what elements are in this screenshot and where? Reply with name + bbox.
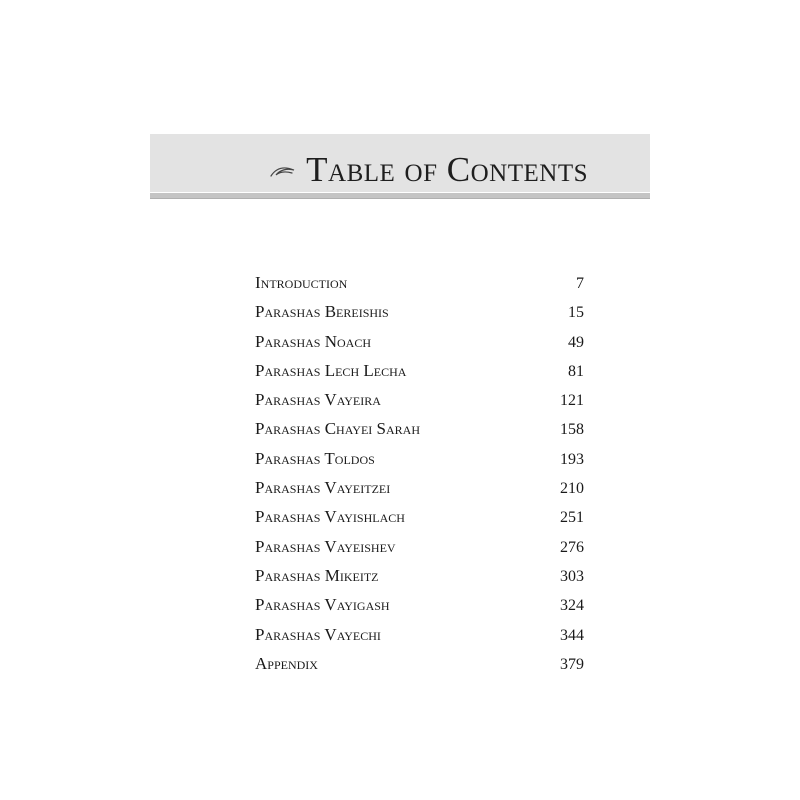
toc-entry-title: Parashas Vayechi	[255, 624, 381, 644]
toc-entry-page-number: 276	[560, 538, 584, 556]
toc-entry-page-number: 210	[560, 480, 584, 498]
toc-entry-page-number: 158	[560, 421, 584, 439]
toc-entry[interactable]	[255, 473, 584, 502]
toc-entry-page-number: 324	[560, 597, 584, 615]
toc-entry-page-number: 379	[560, 655, 584, 673]
toc-entry-page-number: 303	[560, 567, 584, 585]
toc-entry-page-number: 15	[568, 304, 584, 322]
toc-entry-title: Parashas Vayeishev	[255, 536, 396, 556]
toc-entry-title: Parashas Vayigash	[255, 595, 390, 615]
toc-entry-page-number: 344	[560, 626, 584, 644]
title-underline-rule	[150, 193, 650, 199]
toc-entry-title: Appendix	[255, 653, 318, 673]
toc-entry-title: Parashas Vayeitzei	[255, 478, 391, 498]
toc-entry-title: Parashas Noach	[255, 331, 371, 351]
toc-entry[interactable]	[255, 327, 584, 356]
toc-entry[interactable]	[255, 297, 584, 326]
page-heading	[270, 152, 588, 187]
toc-entry-title: Parashas Toldos	[255, 448, 375, 468]
toc-entry[interactable]	[255, 620, 584, 649]
toc-entry-title: Parashas Mikeitz	[255, 565, 379, 585]
toc-entry-title: Parashas Vayishlach	[255, 507, 405, 527]
table-of-contents-list	[255, 268, 584, 678]
toc-entry-title: Parashas Chayei Sarah	[255, 419, 420, 439]
toc-entry-page-number: 49	[568, 333, 584, 351]
toc-entry[interactable]	[255, 268, 584, 297]
toc-entry-page-number: 121	[560, 392, 584, 410]
toc-entry[interactable]	[255, 502, 584, 531]
toc-entry[interactable]	[255, 532, 584, 561]
toc-entry-page-number: 7	[576, 275, 584, 292]
toc-entry-page-number: 81	[568, 362, 584, 380]
toc-entry-page-number: 251	[560, 509, 584, 527]
toc-entry[interactable]	[255, 356, 584, 385]
toc-entry[interactable]	[255, 561, 584, 590]
toc-entry-title: Introduction	[255, 273, 348, 292]
toc-entry[interactable]	[255, 385, 584, 414]
toc-entry-title: Parashas Bereishis	[255, 302, 389, 322]
page-title: Table of Contents	[306, 150, 588, 189]
toc-entry[interactable]	[255, 414, 584, 443]
toc-entry-title: Parashas Lech Lecha	[255, 360, 407, 380]
toc-entry-title: Parashas Vayeira	[255, 390, 381, 410]
toc-entry[interactable]	[255, 590, 584, 619]
toc-entry-page-number: 193	[560, 450, 584, 468]
toc-entry[interactable]	[255, 444, 584, 473]
toc-entry[interactable]	[255, 649, 584, 678]
flourish-icon	[270, 164, 296, 180]
